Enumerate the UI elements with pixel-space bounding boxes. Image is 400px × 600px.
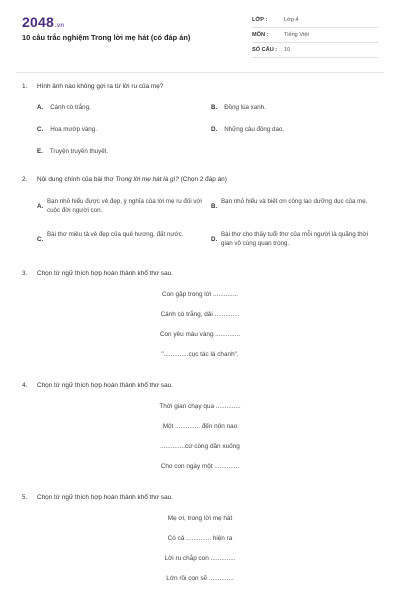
poem-line: Con gặp trong lời .............. (162, 291, 238, 298)
poem-line: Cho con ngày một .............. (160, 463, 240, 470)
poem-line: "..............cục tác lá chanh". (161, 351, 239, 358)
meta-key: LỚP : (252, 17, 268, 23)
answer-option[interactable] (37, 126, 97, 133)
question-number: 4. (22, 382, 28, 389)
question-number: 5. (22, 494, 28, 501)
meta-value: Tiếng Việt (284, 32, 309, 38)
meta-key: SỐ CÂU : (252, 47, 278, 53)
option-letter: D. (211, 236, 218, 243)
question-poem-title: Trong lời mẹ hát là gì? (115, 176, 179, 183)
meta-row-class (252, 13, 378, 28)
answer-option[interactable] (37, 148, 108, 155)
poem-line: Cánh cò trắng, dải .............. (160, 311, 240, 318)
answer-option[interactable] (211, 126, 284, 133)
option-text: Những câu đồng dao. (224, 126, 285, 133)
poem-line: Con yêu màu vàng .............. (159, 331, 241, 338)
poem-line: ..............cứ còng dần xuống (160, 443, 240, 450)
logo-main-text: 2048 (22, 14, 54, 30)
meta-key: MÔN : (252, 32, 269, 38)
question-number: 2. (22, 176, 28, 183)
header-divider (16, 72, 384, 73)
question-text: Chọn từ ngữ thích hợp hoàn thành khổ thơ sau. (37, 382, 173, 389)
option-text: Bạn nhỏ hiểu được vẻ đẹp, ý nghĩa của lời mẹ ru đối với cuộc đời người con. (47, 198, 202, 214)
answer-option[interactable] (37, 104, 91, 111)
logo-suffix-text: .vn (54, 23, 65, 29)
option-text: Cánh cò trắng. (50, 104, 91, 111)
site-logo[interactable] (22, 14, 64, 30)
poem-line: Lớn rồi con sẽ .............. (166, 575, 234, 582)
option-letter: A. (37, 203, 44, 210)
option-text: Bài thơ miêu tả vẻ đẹp của quê hương, đất nước. (47, 231, 184, 238)
document-header (0, 0, 400, 72)
question-text (37, 176, 227, 183)
question-text-part: (Chọn 2 đáp án) (178, 176, 227, 183)
meta-row-subject (252, 28, 378, 43)
poem-line: Một .............. đến nôn nao (162, 423, 238, 430)
option-letter: C. (37, 236, 44, 243)
meta-row-count (252, 43, 378, 58)
question-text: Chọn từ ngữ thích hợp hoàn thành khổ thơ sau. (37, 270, 173, 277)
poem-line: Có cả .............. hiện ra (167, 535, 233, 542)
question-number: 1. (22, 83, 28, 90)
option-text: Truyện truyền thuyết. (49, 148, 109, 155)
option-letter: B. (211, 104, 218, 111)
question-text: Hình ảnh nào không gợi ra từ lời ru của mẹ? (37, 83, 164, 90)
question-text-part: Nội dung chính của bài thơ (37, 176, 116, 183)
option-letter: D. (211, 126, 218, 133)
answer-option[interactable] (211, 104, 266, 111)
option-letter: B. (211, 203, 218, 210)
poem-line: Mẹ ơi, trong lời mẹ hát (167, 515, 233, 522)
option-text: Bài thơ cho thấy tuổi thơ của mỗi người là quãng thời gian vô cùng quan trọng. (221, 231, 368, 247)
meta-value: Lớp 4 (284, 17, 299, 23)
document-title: 10 câu trắc nghiệm Trong lời mẹ hát (có đáp án) (22, 33, 191, 42)
option-letter: A. (37, 104, 44, 111)
option-text: Hoa mướp vàng. (50, 126, 97, 133)
poem-line: Thời gian chạy qua .............. (159, 403, 241, 410)
question-number: 3. (22, 270, 28, 277)
option-letter: C. (37, 126, 44, 133)
option-text: Bạn nhỏ hiểu và biết ơn công lao dưỡng dục của mẹ. (221, 198, 368, 205)
option-text: Đồng lúa xanh. (224, 104, 266, 111)
option-letter: E. (37, 148, 43, 155)
question-text: Chọn từ ngữ thích hợp hoàn thành khổ thơ sau. (37, 494, 173, 501)
poem-line: Lời ru chắp con .............. (164, 555, 236, 562)
meta-value: 10 (284, 47, 291, 53)
